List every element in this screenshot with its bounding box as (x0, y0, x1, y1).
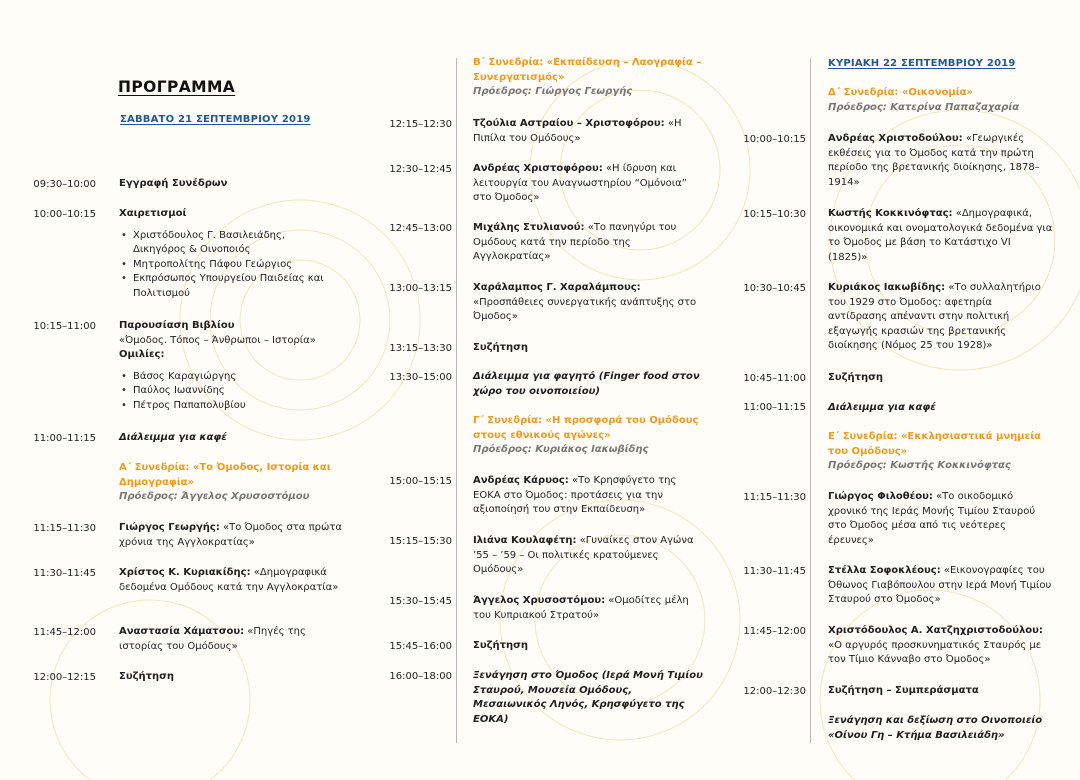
talk-title: «Προσπάθειες συνεργατικής ανάπτυξης στο Όμοδος» (473, 296, 697, 322)
time-slot: 11:30–11:45 (743, 566, 806, 577)
book-subtitle: «Όμοδος. Τόπος – Άνθρωποι – Ιστορία» (119, 334, 316, 346)
time-slot: 11:00–11:15 (743, 402, 806, 413)
talk-entry (473, 162, 703, 206)
time-slot: 11:30–11:45 (33, 568, 96, 579)
coffee-break-label: Διάλειμμα για καφέ (119, 432, 227, 443)
session-title: Γ΄ Συνεδρία: «Η προσφορά του Ομόδους στους εθνικούς αγώνες» (473, 415, 699, 441)
talk-entry (828, 207, 1053, 265)
talk-title: «Ο αργυρός προσκυνηματικός Σταυρός με τον Τίμιο Κάνναβο στο Όμοδος» (828, 639, 1042, 665)
speaker-name: Κυριάκος Ιακωβίδης: (828, 282, 946, 293)
speaker-name: Στέλλα Σοφοκλέους: (828, 565, 941, 576)
closing-label: Ξενάγηση και δεξίωση στο Οινοποιείο «Οίνου Γη – Κτήμα Βασιλειάδη» (828, 715, 1043, 741)
speakers-label: Ομιλίες: (119, 349, 165, 360)
talk-entry (473, 534, 703, 578)
talk-entry (119, 566, 344, 595)
sunday-day-heading: ΚΥΡΙΑΚΗ 22 ΣΕΠΤΕΜΒΡΙΟΥ 2019 (828, 58, 1016, 69)
time-slot: 15:30–15:45 (389, 596, 452, 607)
coffee-break-label: Διάλειμμα για καφέ (828, 402, 936, 413)
session-title: Α΄ Συνεδρία: «Το Όμοδος, Ιστορία και Δημογραφία» (119, 462, 331, 488)
time-slot: 15:15–15:30 (389, 536, 452, 547)
greetings-label: Χαιρετισμοί (119, 208, 187, 219)
speaker-name: Γιώργος Γεωργής: (119, 522, 220, 533)
session-chair: Πρόεδρος: Κατερίνα Παπαζαχαρία (828, 101, 1020, 113)
talk-entry (473, 221, 701, 265)
time-slot: 15:00–15:15 (389, 476, 452, 487)
time-slot: 09:30–10:00 (33, 179, 96, 190)
time-slot: 12:30–12:45 (389, 164, 452, 175)
session-d (828, 86, 1058, 115)
talk-title: «Το πανηγύρι του Ομόδους κατά την περίοδο της Αγγλοκρατίας» (473, 222, 677, 262)
time-slot: 12:15–12:30 (389, 119, 452, 130)
time-slot: 13:15–13:30 (389, 343, 452, 354)
time-slot: 10:15–11:00 (33, 321, 96, 332)
time-slot: 10:30–10:45 (743, 283, 806, 294)
talk-title: «Γεωργικές εκθέσεις για το Όμοδος κατά την πρώτη περίοδο της βρετανικής διοίκησης, 1878–1914» (828, 133, 1040, 188)
time-slot: 13:00–13:15 (389, 283, 452, 294)
time-slot: 12:00–12:15 (33, 672, 96, 683)
talk-entry (473, 281, 701, 325)
session-chair: Πρόεδρος: Κυριάκος Ιακωβίδης (473, 444, 649, 455)
session-e (828, 430, 1058, 474)
talk-entry (828, 281, 1053, 354)
discussion-label: Συζήτηση (828, 372, 884, 383)
discussion-label: Συζήτηση (119, 671, 175, 682)
session-title: Β΄ Συνεδρία: «Εκπαίδευση – Λαογραφία – Συνεργατισμός» (473, 57, 702, 83)
talk-entry (828, 132, 1053, 190)
discussion-label: Συζήτηση (473, 640, 529, 651)
speaker-name: Γιώργος Φιλοθέου: (828, 491, 933, 502)
time-slot: 11:45–12:00 (743, 626, 806, 637)
book-block (119, 319, 344, 413)
speakers-list (119, 370, 344, 414)
tour-label: Ξενάγηση στο Όμοδος (Ιερά Μονή Τιμίου Σταυρού, Μουσεία Ομόδους, Μεσαιωνικός Ληνός, Κρησφύγετο της ΕΟΚΑ) (473, 670, 703, 725)
time-slot: 12:45–13:00 (389, 223, 452, 234)
talk-title: «Το οικοδομικό χρονικό της Ιεράς Μονής Τιμίου Σταυρού στο Όμοδος μέσα από τις νεότερες έρευνες» (828, 491, 1036, 546)
session-chair: Πρόεδρος: Γιώργος Γεωργής (473, 86, 633, 97)
time-slot: 11:00–11:15 (33, 433, 96, 444)
talk-entry (828, 624, 1053, 668)
talk-title: «Ομοδίτες μέλη του Κυπριακού Στρατού» (473, 595, 689, 621)
talk-title: «Γυναίκες στον Αγώνα ’55 – ’59 – Οι πολιτικές κρατούμενες Ομόδους» (473, 535, 694, 575)
speaker-name: Ανδρέας Κάρυος: (473, 475, 569, 486)
talk-entry (119, 625, 344, 654)
talk-entry (473, 594, 698, 623)
speaker-name: Τζούλια Αστραίου – Χριστοφόρου: (473, 118, 665, 129)
talk-title: «Δημογραφικά, οικονομικά και ονοματολογικά δεδομένα για το Όμοδος με βάση το Κατάστιχο VI (1825)» (828, 208, 1053, 263)
time-slot: 11:45–12:00 (33, 627, 96, 638)
talk-title: «Δημογραφικά δεδομένα Ομόδους κατά την Αγγλοκρατία» (119, 567, 339, 593)
greetings-list (119, 229, 339, 302)
talk-entry (828, 564, 1053, 608)
session-chair: Πρόεδρος: Άγγελος Χρυσοστόμου (119, 491, 310, 502)
list-item: • Χριστόδουλος Γ. Βασιλειάδης, Δικηγόρος & Οινοποιός (133, 229, 339, 258)
speaker-name: Αναστασία Χάματσου: (119, 626, 245, 637)
time-slot: 12:00–12:30 (743, 686, 806, 697)
time-slot: 16:00–18:00 (389, 671, 452, 682)
session-b (473, 56, 713, 100)
time-slot: 15:45–16:00 (389, 641, 452, 652)
time-slot: 10:15–10:30 (743, 209, 806, 220)
book-label: Παρουσίαση Βιβλίου (119, 320, 235, 331)
list-item: • Μητροπολίτης Πάφου Γεώργιος (133, 258, 339, 273)
list-item: • Παύλος Ιωαννίδης (133, 384, 344, 399)
column-divider-right (810, 58, 811, 743)
talk-title: «Πηγές της ιστορίας του Ομόδους» (119, 626, 306, 652)
talk-entry (473, 117, 701, 146)
time-slot: 10:00–10:15 (33, 209, 96, 220)
talk-entry (119, 521, 344, 550)
lunch-break-label: Διάλειμμα για φαγητό (Finger food στον χώρο του οινοποιείου) (473, 371, 700, 397)
greetings-block (119, 207, 339, 301)
talk-title: «Το Κρησφύγετο της ΕΟΚΑ στο Όμοδος: προτάσεις για την αξιοποίησή του στην Εκπαίδευση» (473, 475, 677, 515)
time-slot: 13:30–15:00 (389, 372, 452, 383)
talk-title: «Η ίδρυση και λειτουργία του Αναγνωστηρίου “Ομόνοια” στο Όμοδος» (473, 163, 687, 203)
session-a (119, 461, 344, 505)
registration-label: Εγγραφή Συνέδρων (119, 178, 228, 189)
column-divider-left (456, 58, 457, 743)
session-c (473, 414, 705, 458)
talk-entry (473, 474, 703, 518)
speaker-name: Ανδρέας Χριστοδούλου: (828, 133, 963, 144)
speaker-name: Μιχάλης Στυλιανού: (473, 222, 585, 233)
speaker-name: Ιλιάνα Κουλαφέτη: (473, 535, 577, 546)
conclusions-label: Συζήτηση – Συμπεράσματα (828, 685, 979, 696)
time-slot: 11:15–11:30 (33, 523, 96, 534)
speaker-name: Χριστόδουλος Α. Χατζηχριστοδούλου: (828, 625, 1043, 636)
list-item: • Πέτρος Παπαπολυβίου (133, 399, 344, 414)
talk-title: «Το συλλαλητήριο του 1929 στο Όμοδος: αφετηρία αντίδρασης απέναντι στην πολιτική εξαγωγής κρασιών της βρετανικής διοίκησης (Νόμος 25 του 1928)» (828, 282, 1041, 351)
page-title: ΠΡΟΓΡΑΜΜΑ (118, 78, 236, 96)
speaker-name: Χαράλαμπος Γ. Χαραλάμπους: (473, 282, 641, 293)
speaker-name: Κωστής Κοκκινόφτας: (828, 208, 953, 219)
speaker-name: Ανδρέας Χριστοφόρου: (473, 163, 603, 174)
discussion-label: Συζήτηση (473, 342, 529, 353)
saturday-day-heading: ΣΑΒΒΑΤΟ 21 ΣΕΠΤΕΜΒΡΙΟΥ 2019 (120, 114, 311, 125)
speaker-name: Άγγελος Χρυσοστόμου: (473, 595, 606, 606)
time-slot: 10:00–10:15 (743, 134, 806, 145)
session-title: Δ΄ Συνεδρία: «Οικονομία» (828, 87, 973, 98)
time-slot: 11:15–11:30 (743, 492, 806, 503)
time-slot: 10:45–11:00 (743, 373, 806, 384)
session-title: Ε΄ Συνεδρία: «Εκκλησιαστικά μνημεία του Ομόδους» (828, 431, 1041, 457)
talk-entry (828, 490, 1053, 548)
talk-title: «Εικονογραφίες του Όθωνος Γιαβόπουλου στην Ιερά Μονή Τιμίου Σταυρού στο Όμοδος» (828, 565, 1052, 605)
session-chair: Πρόεδρος: Κωστής Κοκκινόφτας (828, 460, 1011, 471)
list-item: • Εκπρόσωπος Υπουργείου Παιδείας και Πολιτισμού (133, 272, 339, 301)
talk-title: «Το Όμοδος στα πρώτα χρόνια της Αγγλοκρατίας» (119, 522, 342, 548)
list-item: • Βάσος Καραγιώργης (133, 370, 344, 385)
talk-title: «Η Πιπίλα του Ομόδους» (473, 118, 682, 144)
speaker-name: Χρίστος Κ. Κυριακίδης: (119, 567, 251, 578)
